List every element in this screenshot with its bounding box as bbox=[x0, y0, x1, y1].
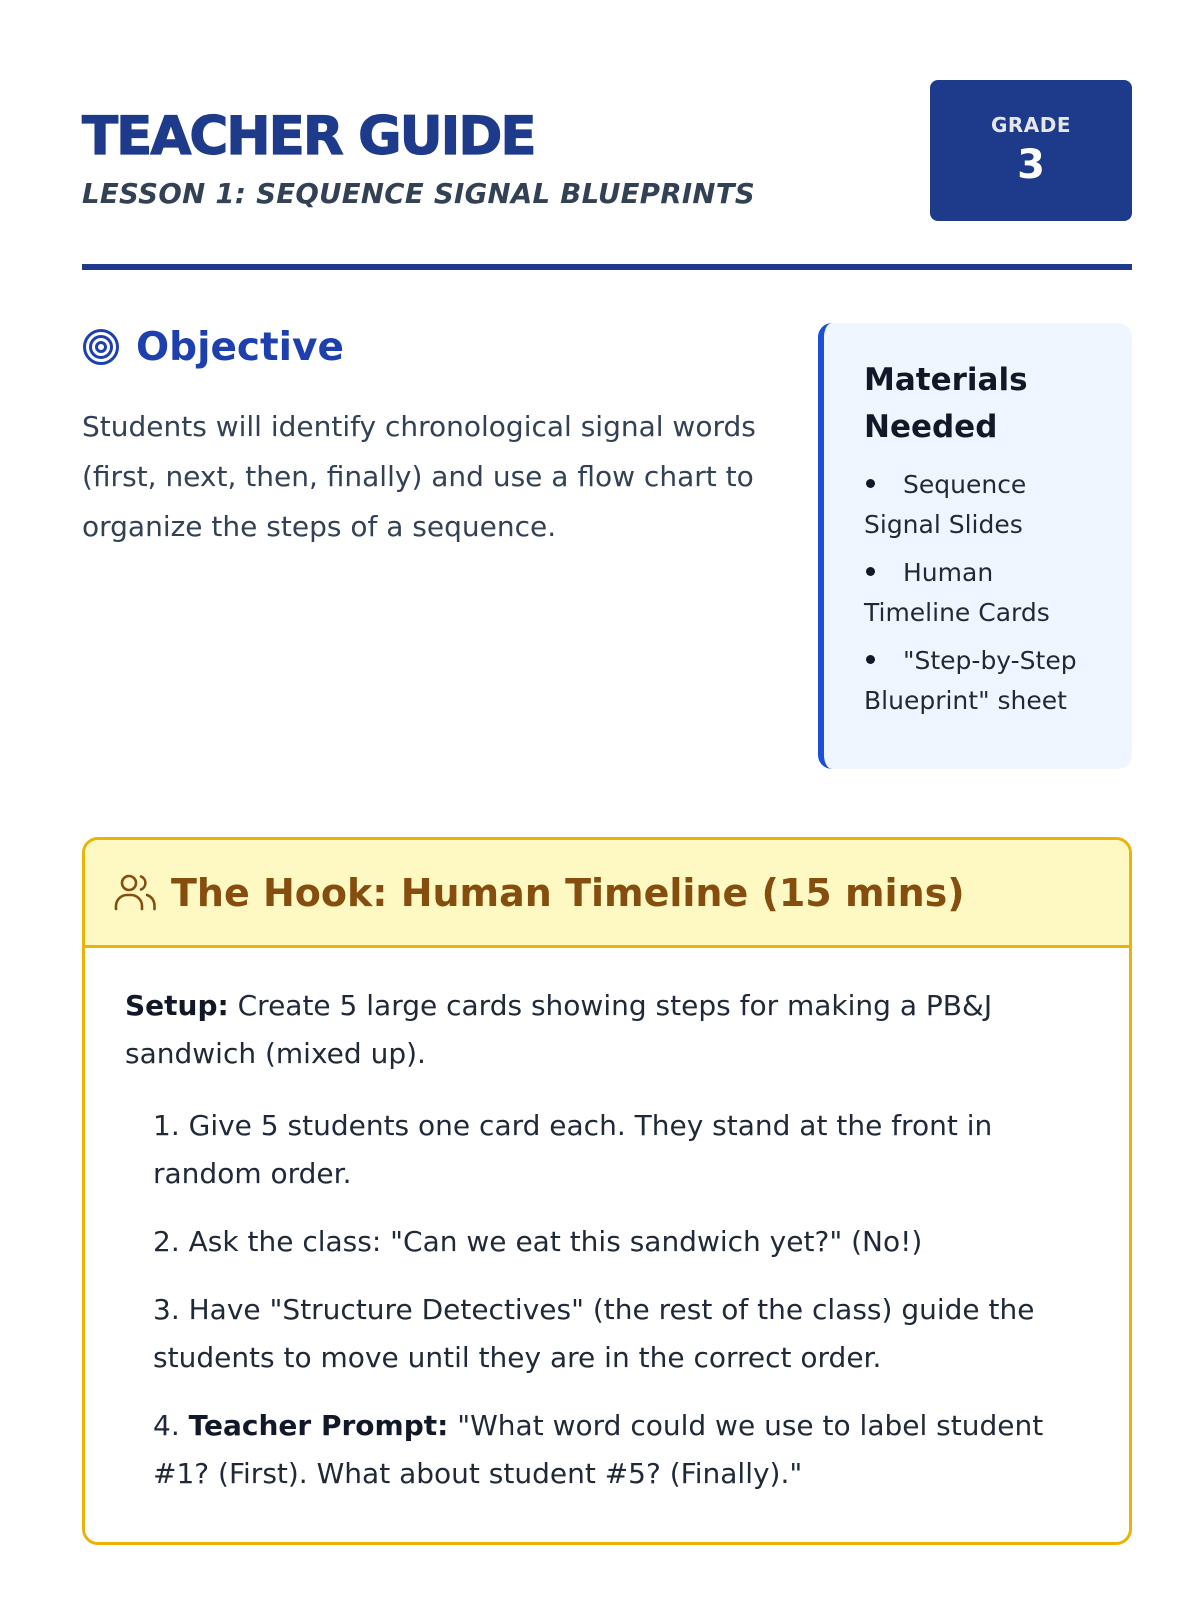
list-item bbox=[864, 553, 1096, 633]
header bbox=[82, 80, 1132, 270]
materials-title: Materials Needed bbox=[864, 362, 1028, 445]
grade-label: GRADE bbox=[990, 113, 1072, 137]
setup-label: Setup: bbox=[125, 989, 229, 1022]
steps-list bbox=[125, 1102, 1089, 1498]
material-item: "Step-by-Step Blueprint" sheet bbox=[864, 646, 1077, 715]
hook-title: The Hook: Human Timeline (15 mins) bbox=[171, 870, 965, 915]
material-item: Human Timeline Cards bbox=[864, 558, 1050, 627]
list-item bbox=[864, 641, 1096, 721]
header-divider bbox=[82, 264, 1132, 270]
lesson-subtitle: LESSON 1: SEQUENCE SIGNAL BLUEPRINTS bbox=[82, 177, 756, 210]
objective-text: Students will identify chronological signal words (first, next, then, finally) and use a flow chart to organize the steps of a sequence. bbox=[82, 410, 756, 543]
grade-value: 3 bbox=[1017, 142, 1045, 188]
step-text: "What word could we use to label student #1? (First). What about student #5? (Finally)." bbox=[153, 1409, 1044, 1490]
step-text: Give 5 students one card each. They stand at the front in random order. bbox=[153, 1109, 993, 1190]
step-text: Have "Structure Detectives" (the rest of the class) guide the students to move until they are in the correct order. bbox=[153, 1293, 1035, 1374]
grade-badge bbox=[930, 80, 1132, 221]
hook-body bbox=[85, 948, 1129, 1545]
step-number: 3. bbox=[153, 1293, 189, 1326]
hook-header bbox=[85, 840, 1129, 948]
teacher-guide-page bbox=[82, 0, 1132, 1600]
setup-text bbox=[125, 982, 1025, 1078]
list-item bbox=[153, 1218, 1083, 1266]
target-icon bbox=[82, 328, 120, 366]
teacher-prompt-label: Teacher Prompt: bbox=[188, 1409, 449, 1442]
objective-heading bbox=[82, 322, 782, 372]
list-item bbox=[153, 1402, 1083, 1498]
step-number: 1. bbox=[153, 1109, 189, 1142]
objective-title: Objective bbox=[136, 324, 344, 370]
list-item bbox=[153, 1286, 1083, 1382]
step-number: 4. bbox=[153, 1409, 189, 1442]
list-item bbox=[864, 465, 1096, 545]
materials-card bbox=[818, 323, 1132, 769]
step-text: Ask the class: "Can we eat this sandwich yet?" (No!) bbox=[188, 1225, 923, 1258]
users-icon bbox=[111, 869, 159, 917]
bullet-icon bbox=[866, 479, 875, 488]
bullet-icon bbox=[866, 567, 875, 576]
setup-description: Create 5 large cards showing steps for making a PB&J sandwich (mixed up). bbox=[125, 989, 993, 1070]
list-item bbox=[153, 1102, 1083, 1198]
material-item: Sequence Signal Slides bbox=[864, 470, 1027, 539]
step-number: 2. bbox=[153, 1225, 189, 1258]
objective-section bbox=[82, 322, 782, 552]
bullet-icon bbox=[866, 655, 875, 664]
hook-section bbox=[82, 837, 1132, 1545]
page-title: TEACHER GUIDE bbox=[82, 106, 535, 167]
materials-list bbox=[864, 465, 1096, 721]
